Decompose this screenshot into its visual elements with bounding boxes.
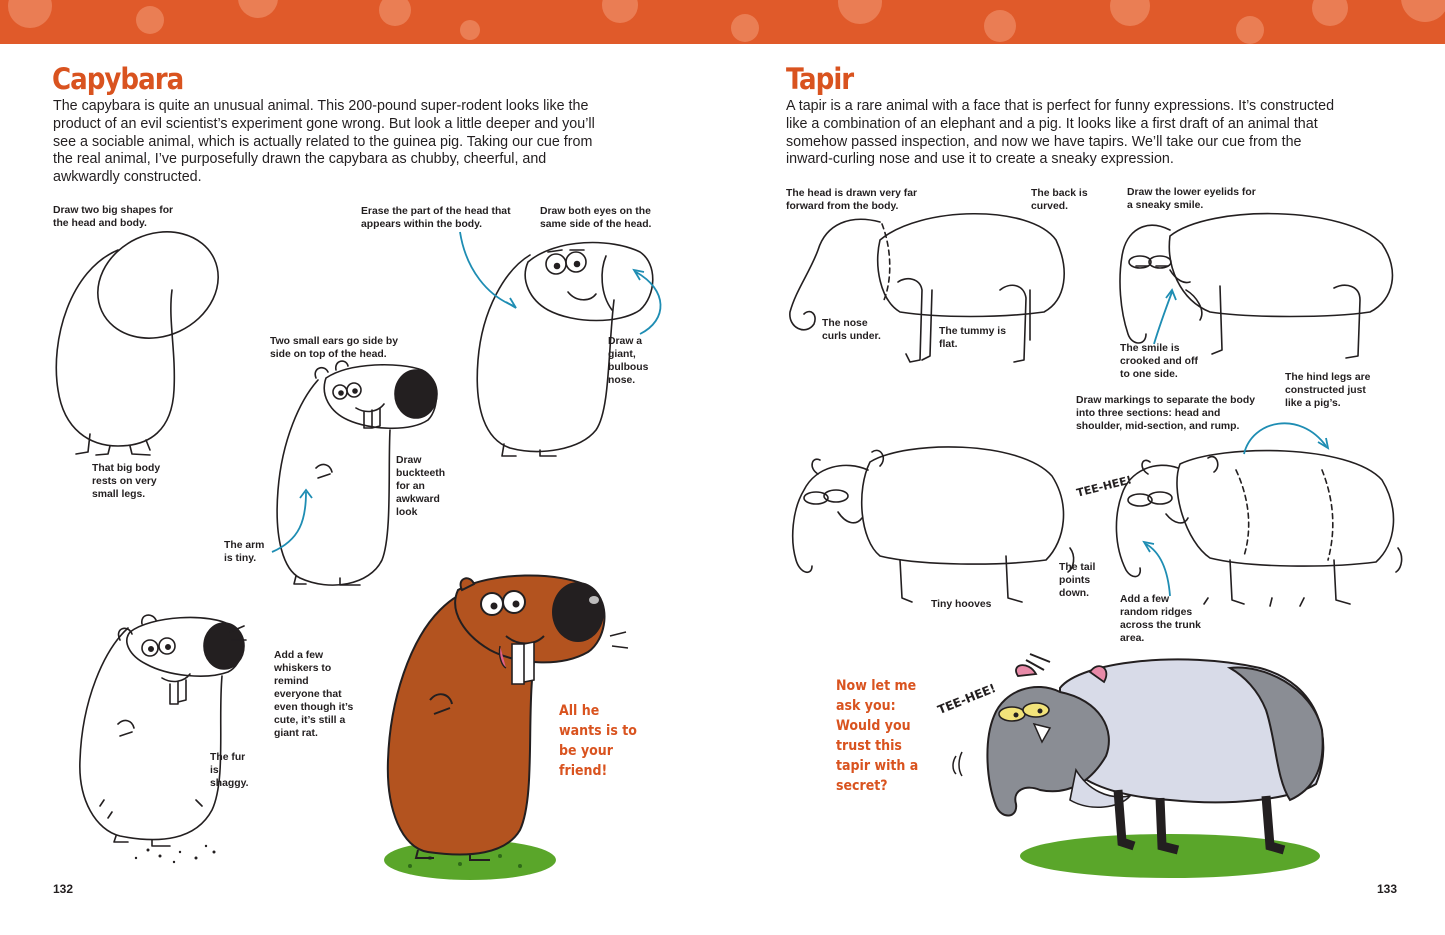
caption-two-shapes: Draw two big shapes for the head and body. xyxy=(53,205,174,229)
capybara-title: Capybara xyxy=(52,62,184,96)
caption-tummy-flat: The tummy is flat. xyxy=(939,326,1006,350)
caption-erase: Erase the part of the head that appears within the body. xyxy=(361,206,511,230)
capybara-intro: The capybara is quite an unusual animal. This 200-pound super-rodent looks like the product of an evil scientist’s experiment gone wrong. But look a little deeper and you’ll see a sociable animal, which is actually related to the guinea pig. Taking our cue from the real animal, I’ve purposefully drawn the capybara as chubby, cheerful, and awkwardly constructed. xyxy=(53,98,595,186)
caption-small-legs: That big body rests on very small legs. xyxy=(92,463,161,500)
caption-arm: The arm is tiny. xyxy=(224,540,265,564)
tapir-step2-drawing xyxy=(1120,214,1392,358)
caption-crooked-smile: The smile is crooked and off to one side. xyxy=(1120,343,1198,380)
capybara-callout: All he wants is to be your friend! xyxy=(559,703,637,779)
caption-whiskers: Add a few whiskers to remind everyone that even though it’s cute, it’s still a giant rat. xyxy=(274,650,354,739)
caption-lower-eyelids: Draw the lower eyelids for a sneaky smile. xyxy=(1127,187,1256,211)
teehee-sound-1: TEE-HEE! xyxy=(1075,473,1134,500)
caption-ridges: Add a few random ridges across the trunk area. xyxy=(1120,594,1201,644)
tapir-arrows xyxy=(1144,290,1328,596)
caption-markings: Draw markings to separate the body into three sections: head and shoulder, mid-section, and rump. xyxy=(1076,395,1256,432)
tapir-title: Tapir xyxy=(786,62,854,96)
tapir-step3-drawing xyxy=(793,447,1074,602)
teehee-sound-2: TEE-HEE! xyxy=(935,680,998,718)
caption-back-curved: The back is curved. xyxy=(1031,188,1088,212)
tapir-intro: A tapir is a rare animal with a face that is perfect for funny expressions. It’s constructed like a combination of an elephant and a pig. It looks like a first draft of an animal that somehow passed inspection, and now we have tapirs. We’ll take our cue from the inward-curling nose and use it to create a sneaky expression. xyxy=(786,98,1335,168)
tapir-step4-drawing xyxy=(1116,451,1401,606)
caption-nose: Draw a giant, bulbous nose. xyxy=(608,336,649,386)
caption-fur: The fur is shaggy. xyxy=(210,752,249,789)
tapir-colored xyxy=(953,654,1323,878)
tapir-callout: Now let me ask you: Would you trust this tapir with a secret? xyxy=(836,678,919,794)
caption-tail: The tail points down. xyxy=(1059,562,1096,599)
page-number-left: 132 xyxy=(53,882,74,896)
caption-head-forward: The head is drawn very far forward from the body. xyxy=(786,188,918,212)
caption-hind-legs: The hind legs are constructed just like a pig’s. xyxy=(1285,372,1371,409)
caption-ears: Two small ears go side by side on top of the head. xyxy=(270,336,399,360)
caption-tiny-hooves: Tiny hooves xyxy=(931,599,992,610)
caption-buckteeth: Draw buckteeth for an awkward look xyxy=(396,455,446,518)
page-number-right: 133 xyxy=(1377,882,1398,896)
tapir-step1-drawing xyxy=(790,214,1064,362)
caption-eyes: Draw both eyes on the same side of the head. xyxy=(540,206,652,230)
caption-nose-curls: The nose curls under. xyxy=(822,318,881,342)
